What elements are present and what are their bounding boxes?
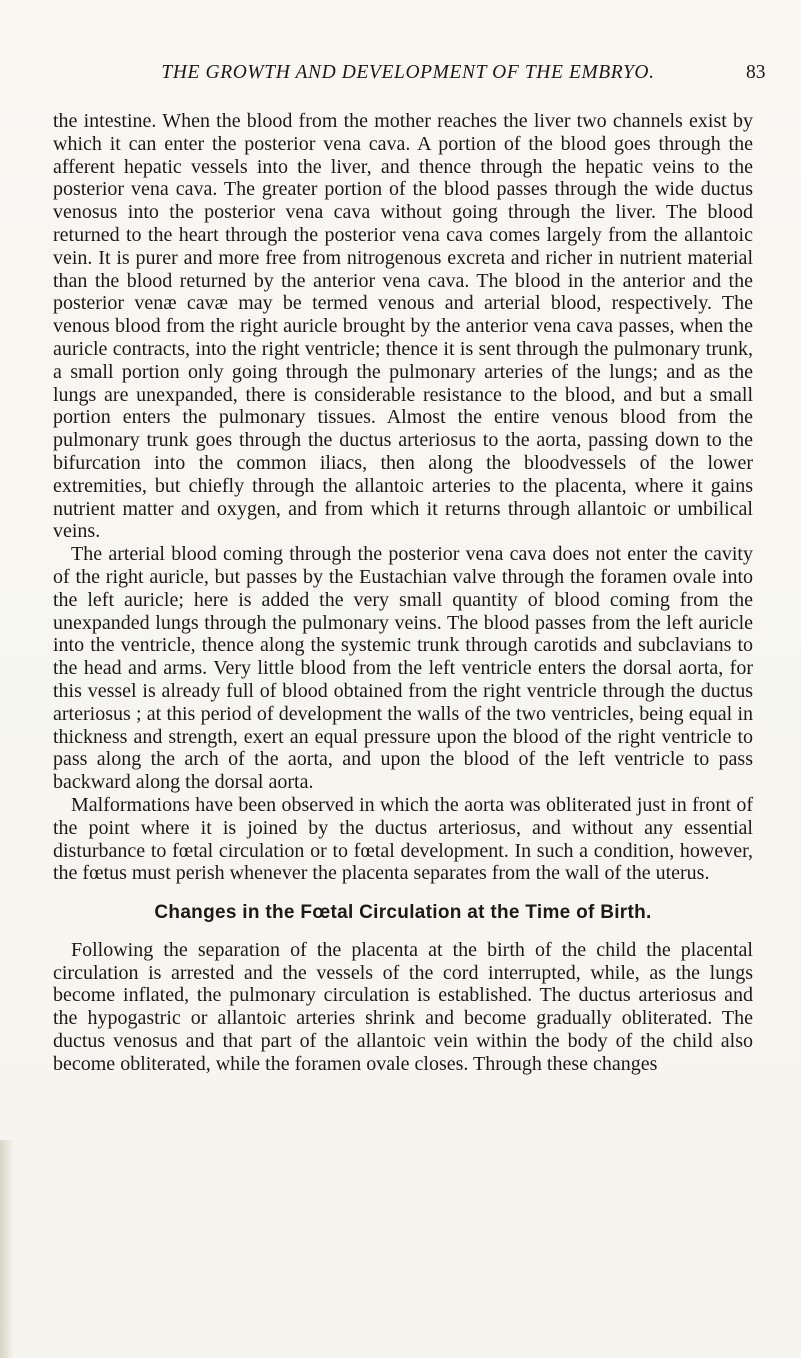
paragraph: the intestine. When the blood from the mother reaches the liver two channels exist by which it can enter the posterior vena cava. A portion of the blood goes through the afferent hepatic vessels into the liver, and thence through the hepatic veins to the posterior vena cava. The greater portion of the blood passes through the wide ductus venosus into the posterior vena cava without going through the liver. The blood returned to the heart through the posterior vena cava comes largely from the allantoic vein. It is purer and more free from nitrogenous excreta and richer in nutrient material than the blood returned by the anterior vena cava. The blood in the anterior and the posterior venæ cavæ may be termed venous and arterial blood, respectively. The venous blood from the right auricle brought by the anterior vena cava passes, when the auricle contracts, into the right ventricle; thence it is sent through the pulmonary trunk, a small portion only going through the pulmonary arteries of the lungs; and as the lungs are unexpanded, there is considerable resistance to the blood, and but a small portion enters the pulmonary tissues. Almost the entire venous blood from the pulmonary trunk goes through the ductus arteriosus to the aorta, passing down to the bifurcation into the common iliacs, then along the bloodvessels of the lower extremities, but chiefly through the allantoic arteries to the placenta, where it gains nutrient matter and oxygen, and from which it returns through allantoic or umbilical veins. bbox=[53, 110, 753, 543]
section-heading: Changes in the Fœtal Circulation at the Time of Birth. bbox=[154, 902, 652, 924]
paragraph: Following the separation of the placenta at the birth of the child the placental circulation is arrested and the vessels of the cord interrupted, while, as the lungs become inflated, the pulmonary circulation is established. The ductus arteriosus and the hypogastric or allantoic arteries shrink and become gradually obliterated. The ductus venosus and that part of the allantoic vein within the body of the child also become obliterated, while the foramen ovale closes. Through these changes bbox=[53, 938, 753, 1075]
running-title: THE GROWTH AND DEVELOPMENT OF THE EMBRYO. bbox=[161, 62, 655, 83]
paragraph: The arterial blood coming through the posterior vena cava does not enter the cavity of the right auricle, but passes by the Eustachian valve through the foramen ovale into the left auricle; here is added the very small quantity of blood coming from the unexpanded lungs through the pulmonary veins. The blood passes from the left auricle into the ventricle, thence along the systemic trunk through carotids and subclavians to the head and arms. Very little blood from the left ventricle enters the dorsal aorta, for this vessel is already full of blood obtained from the right ventricle through the ductus arteriosus ; at this period of development the walls of the two ventricles, being equal in thickness and strength, exert an equal pressure upon the blood of the right ventricle to pass along the arch of the aorta, and upon the blood of the left ventricle to pass backward along the dorsal aorta. bbox=[53, 543, 753, 794]
page-edge-shadow bbox=[0, 1140, 14, 1358]
body-text bbox=[53, 110, 753, 1076]
paragraph: Malformations have been observed in which the aorta was obliterated just in front of the point where it is joined by the ductus arteriosus, and without any essential disturbance to fœtal circulation or to fœtal development. In such a condition, however, the fœtus must perish whenever the placenta separates from the wall of the uterus. bbox=[53, 793, 753, 885]
page-number: 83 bbox=[746, 62, 766, 83]
